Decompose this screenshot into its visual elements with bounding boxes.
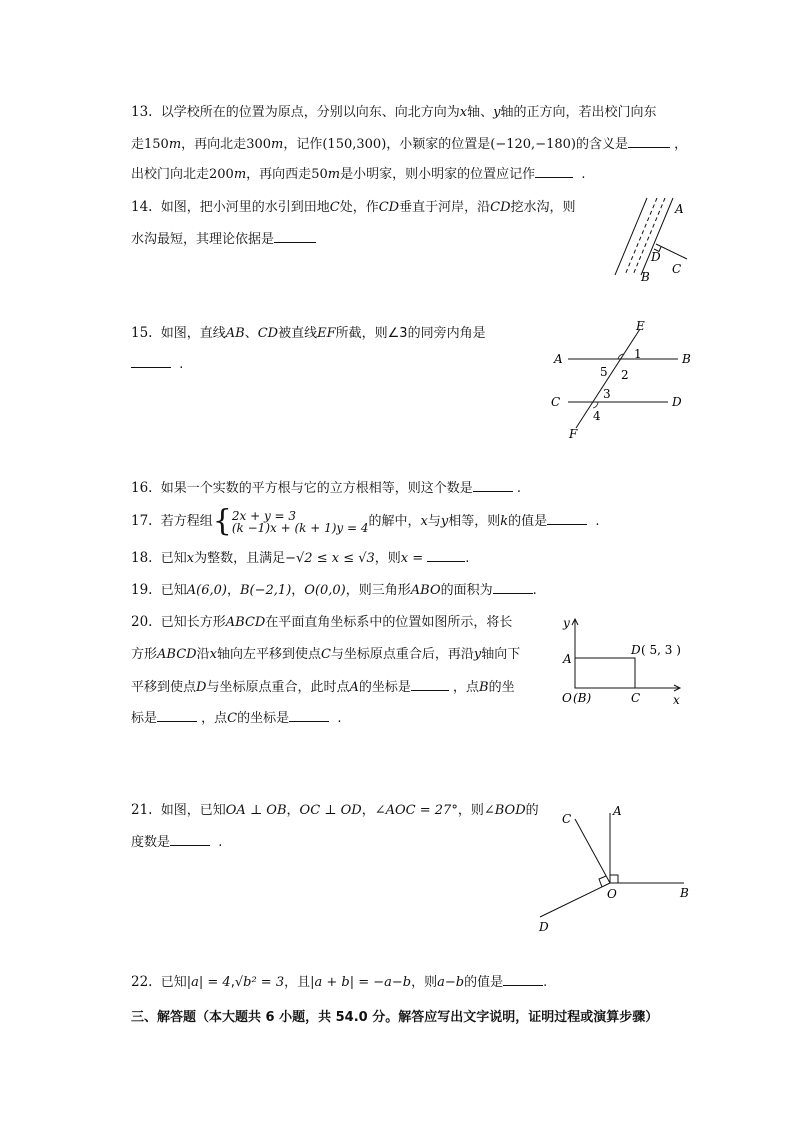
label-D: D (631, 643, 641, 657)
label-O: O (562, 691, 572, 705)
q20-line4: 标是 ，点C的坐标是 . (131, 708, 342, 729)
answer-blank[interactable] (411, 677, 449, 691)
q17-line: 17. 若方程组{2x + y = 3 (k −1)x + (k + 1)y = 4的解中，x与y相等，则k的值是 . (131, 503, 600, 539)
answer-blank[interactable] (547, 511, 587, 525)
answer-blank[interactable] (503, 972, 543, 986)
answer-blank[interactable] (170, 832, 210, 846)
q19-line: 19. 已知A(6,0)，B(−2,1)，O(0,0)，则三角形ABO的面积为 . (131, 582, 537, 598)
question-number: 19. (131, 582, 153, 598)
question-number: 13. (131, 104, 153, 120)
q20-line3: 平移到使点D与坐标原点重合，此时点A的坐标是 ，点B的坐 (131, 677, 515, 698)
question-number: 18. (131, 550, 153, 566)
coordinate-figure (555, 612, 705, 712)
angle-figure (530, 795, 700, 940)
answer-blank[interactable] (157, 708, 197, 722)
question-number: 16. (131, 480, 153, 496)
label-D: D (672, 395, 682, 409)
q13-line2: 走150m，再向北走300m，记作(150,300)，小颖家的位置是(−120,−180)的含义是 ， (131, 134, 687, 155)
section-heading: 三、解答题（本大题共 6 小题，共 54.0 分。解答应写出文字说明，证明过程或演算步骤） (131, 1010, 659, 1025)
answer-blank[interactable] (274, 229, 316, 243)
q21-line2: 度数是 . (131, 832, 222, 853)
q20-line2: 方形ABCD沿x轴向左平移到使点C与坐标原点重合后，再沿y轴向下 (131, 647, 521, 662)
question-number: 14. (131, 199, 153, 215)
label-A: A (675, 202, 684, 216)
label-F: F (569, 427, 578, 441)
q16-line: 16. 如果一个实数的平方根与它的立方根相等，则这个数是 . (131, 480, 522, 496)
q15-line2: . (131, 354, 183, 375)
label-O: O (607, 887, 617, 901)
label-D: D (651, 250, 661, 264)
answer-blank[interactable] (289, 708, 329, 722)
angle-4: 4 (593, 409, 601, 423)
parallel-lines-figure (548, 318, 698, 443)
label-A: A (554, 352, 563, 366)
label-C: C (562, 812, 572, 826)
q21-line1: 21. 如图，已知OA ⊥ OB，OC ⊥ OD，∠AOC = 27°，则∠BOD的 (131, 802, 539, 818)
angle-2: 2 (621, 368, 629, 382)
question-number: 17. (131, 513, 153, 529)
answer-blank[interactable] (493, 580, 533, 594)
label-A: A (563, 652, 572, 666)
q13-line3: 出校门向北走200m，再向西走50m是小明家，则小明家的位置应记作 . (131, 164, 585, 185)
label-B: (B) (573, 691, 592, 705)
q14-line2: 水沟最短，其理论依据是 (131, 229, 316, 250)
question-number: 15. (131, 325, 153, 341)
label-C: C (551, 395, 561, 409)
answer-blank[interactable] (427, 548, 465, 562)
river-figure (605, 193, 695, 288)
angle-1: 1 (634, 347, 642, 361)
angle-5: 5 (600, 365, 608, 379)
q15-line1: 15. 如图，直线AB、CD被直线EF所截，则∠3的同旁内角是 (131, 325, 486, 341)
answer-blank[interactable] (628, 134, 670, 148)
label-x: x (673, 693, 680, 707)
label-A: A (613, 804, 622, 818)
label-E: E (636, 319, 645, 333)
question-number: 21. (131, 802, 153, 818)
question-number: 20. (131, 614, 153, 630)
label-y: y (563, 616, 570, 630)
label-C: C (631, 691, 641, 705)
answer-blank[interactable] (131, 354, 171, 368)
label-D: D (539, 920, 549, 934)
label-D-coord: ( 5, 3 ) (641, 643, 681, 657)
question-number: 22. (131, 974, 153, 990)
system-brace: { (212, 503, 232, 539)
q13-line1: 13. 以学校所在的位置为原点，分别以向东、向北方向为x轴、y轴的正方向，若出校门向东 (131, 104, 657, 120)
label-B: B (680, 886, 689, 900)
answer-blank[interactable] (535, 164, 573, 178)
answer-blank[interactable] (473, 478, 513, 492)
q20-line1: 20. 已知长方形ABCD在平面直角坐标系中的位置如图所示，将长 (131, 614, 513, 630)
label-C: C (672, 262, 682, 276)
angle-3: 3 (603, 387, 611, 401)
q22-line: 22. 已知|a| = 4,√b² = 3，且|a + b| = −a−b，则a−b的值是 . (131, 974, 548, 990)
equation-system: 2x + y = 3 (k −1)x + (k + 1)y = 4 (231, 508, 369, 535)
label-B: B (641, 270, 650, 284)
q14-line1: 14. 如图，把小河里的水引到田地C处，作CD垂直于河岸，沿CD挖水沟，则 (131, 199, 576, 215)
q18-line: 18. 已知x为整数，且满足−√2 ≤ x ≤ √3，则x = . (131, 550, 470, 566)
label-B: B (682, 352, 691, 366)
